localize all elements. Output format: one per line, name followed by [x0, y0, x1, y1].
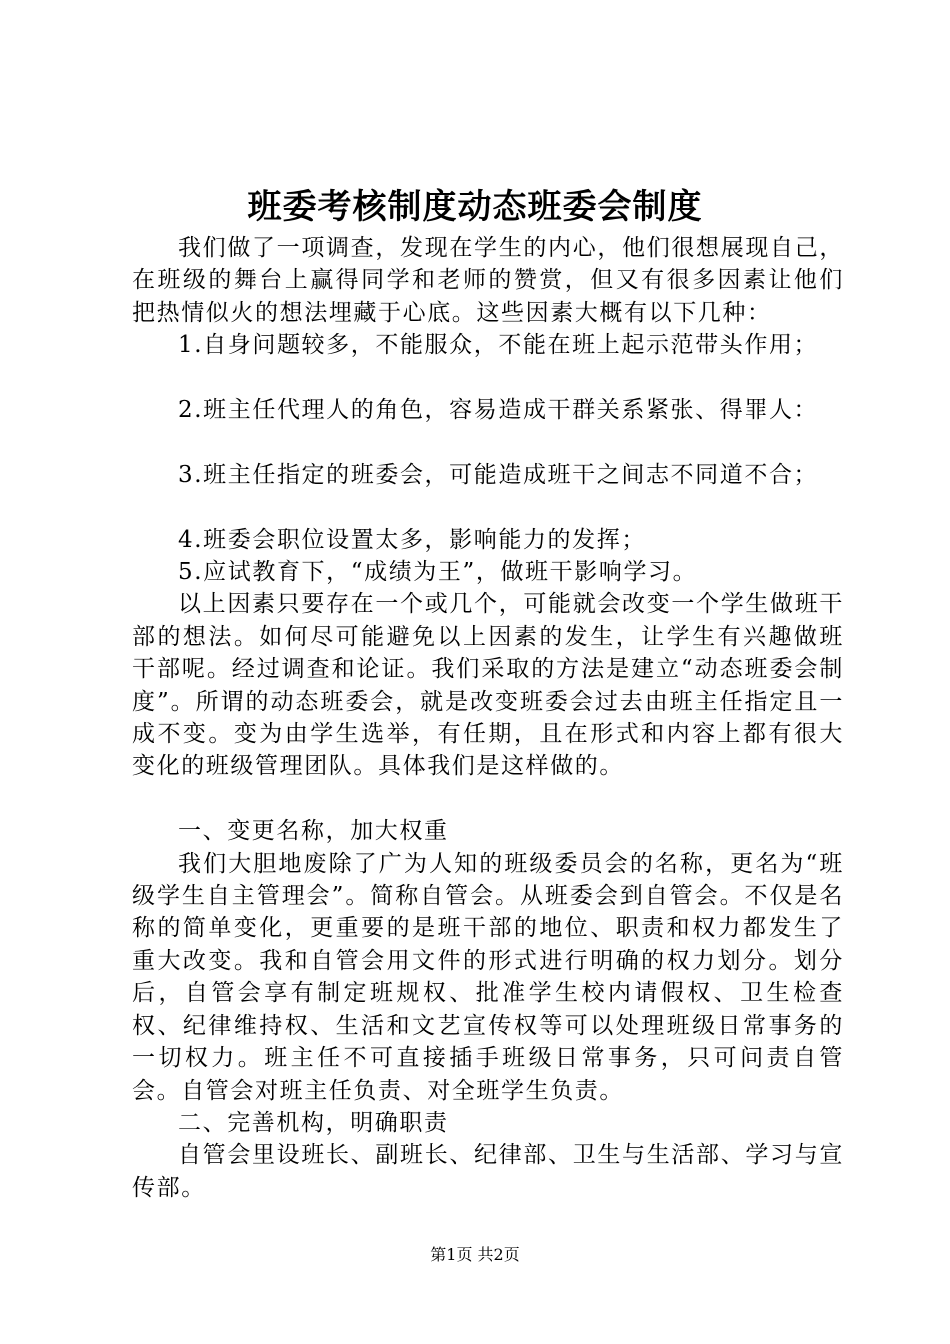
document-body: [132, 232, 844, 1204]
body-paragraph-2: 以上因素只要存在一个或几个，可能就会改变一个学生做班干部的想法。如何尽可能避免以上因素的发生，让学生有兴趣做班干部呢。经过调查和论证。我们采取的方法是建立“动态班委会制度”。所谓的动态班委会，就是改变班委会过去由班主任指定且一成不变。变为由学生选举，有任期，且在形式和内容上都有很大变化的班级管理团队。具体我们是这样做的。: [132, 591, 844, 780]
list-item-5: 5.应试教育下，“成绩为王”，做班干影响学习。: [178, 559, 698, 586]
list-item-1: 1.自身问题较多，不能服众，不能在班上起示范带头作用；: [178, 332, 819, 359]
list-item-4: 4.班委会职位设置太多，影响能力的发挥；: [178, 526, 646, 553]
body-paragraph-4: 自管会里设班长、副班长、纪律部、卫生与生活部、学习与宣传部。: [132, 1142, 844, 1201]
document-title: 班委考核制度动态班委会制度: [247, 187, 703, 227]
body-paragraph-3: 我们大胆地废除了广为人知的班级委员会的名称，更名为“班级学生自主管理会”。简称自管会。从班委会到自管会。不仅是名称的简单变化，更重要的是班干部的地位、职责和权力都发生了重大改变。我和自管会用文件的形式进行明确的权力划分。划分后，自管会享有制定班规权、批准学生校内请假权、卫生检查权、纪律维持权、生活和文艺宣传权等可以处理班级日常事务的一切权力。班主任不可直接插手班级日常事务，只可问责自管会。自管会对班主任负责、对全班学生负责。: [132, 850, 844, 1104]
list-item-3: 3.班主任指定的班委会，可能造成班干之间志不同道不合；: [178, 461, 819, 488]
list-item-2: 2.班主任代理人的角色，容易造成干群关系紧张、得罪人：: [178, 397, 819, 424]
section-heading-1: 一、变更名称，加大权重: [178, 818, 449, 845]
section-heading-2: 二、完善机构，明确职责: [178, 1109, 449, 1136]
intro-paragraph: 我们做了一项调查，发现在学生的内心，他们很想展现自己，在班级的舞台上赢得同学和老师的赞赏，但又有很多因素让他们把热情似火的想法埋藏于心底。这些因素大概有以下几种：: [132, 235, 844, 326]
page-footer: 第1页 共2页: [430, 1245, 520, 1264]
